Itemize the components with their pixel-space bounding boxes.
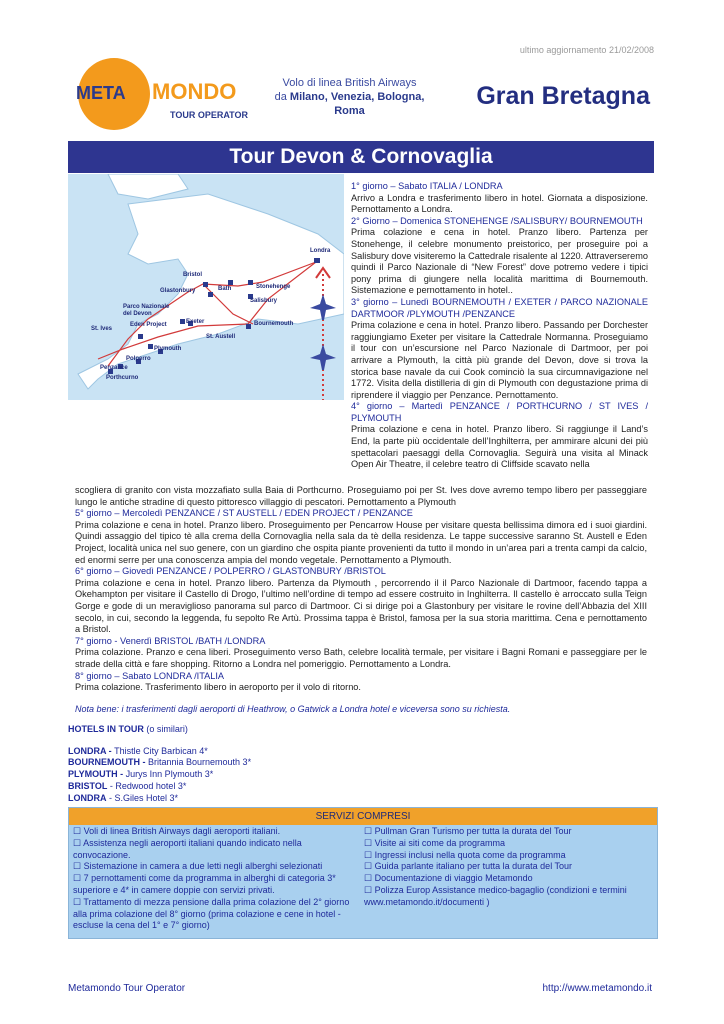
hotel-city: BOURNEMOUTH - [68,757,148,768]
hotel-city: LONDRA [68,792,107,803]
day-text: Prima colazione e cena in hotel. Pranzo libero. Passando per Dorchester raggiungiamo Exeter per visitare la Cattedrale Normanna. Proseguiamo il tour con un’escursione nel Parco Nazionale di Dartmoor, per poi arrivare a Plymouth, la città più grande del Devon, dove si trova la storica base navale da cui Cook cominciò la sua circumnavigazione nel 1772. Visita della distilleria di gin di Plymouth con degustazione prima di riprendere il viaggio per Penzance. Pernottamento. [351,320,648,400]
day-text: Prima colazione e cena in hotel. Pranzo libero. Proseguimento per Pencarrow House per visitare questa bellissima dimora ed i suoi giardini. Quindi assaggio del tipico tè alla crema della Cornovaglia nella sala da tè della residenza. Le tappe successive saranno St. Austell e Eden Project, località unica nel suo genere, con un giardino che ospita piante provenienti da tutto il mondo in un’area pari a trenta campi da calcio, ed enormi serre per una conoscenza ampia del mondo vegetale. Pernottamento a Plymouth. [75,519,647,565]
hotel-city: BRISTOL [68,780,108,791]
hotel-name: Britannia Bournemouth 3* [148,757,252,768]
services-right-column [364,826,654,909]
services-title: SERVIZI COMPRESI [69,808,657,825]
flight-cities-2: Roma [334,105,365,117]
day-text: scogliera di granito con vista mozzafiato sulla Baia di Porthcurno. Proseguiamo poi per St. Ives dove avremo tempo libero per passeggiare lungo le antiche stradine di questo pittoresco villaggio di pescatori. Pernottamento a Plymouth [75,485,647,507]
services-left-column [73,826,353,932]
day-heading: 1° giorno – Sabato ITALIA / LONDRA [351,181,503,191]
logo-meta: META [76,83,126,103]
logo-mondo: MONDO [152,79,237,104]
map-label: Eden Project [130,322,167,328]
map-label: Bournemouth [254,321,294,327]
service-item: ☐ Sistemazione in camera a due letti negli alberghi selezionati [73,861,323,872]
day-heading: 5° giorno – Mercoledì PENZANCE / ST AUSTELL / EDEN PROJECT / PENZANCE [75,508,413,519]
metamondo-logo [70,58,250,130]
map-label: Bristol [183,272,203,278]
day-heading: 2° Giorno – Domenica STONEHENGE /SALISBURY/ BOURNEMOUTH [351,215,643,226]
hotel-name: - Redwood hotel 3* [107,780,187,791]
day-heading: 3° giorno – Lunedì BOURNEMOUTH / EXETER / PARCO NAZIONALE DARTMOOR /PLYMOUTH /PENZANCE [351,296,648,319]
footer-website-link[interactable]: http://www.metamondo.it [542,983,652,994]
hotel-item [68,746,251,758]
day-text: Prima colazione e cena in hotel. Pranzo libero. Si raggiunge il Land’s End, la parte più occidentale dell’Inghilterra, per ammirare alcuni dei più spettacolari paesaggi della Cornovaglia. Seguirà una visita al Minack Open Air Theatre, il celebre teatro di Cliffside scavato nella [351,424,648,470]
flight-line: Volo di linea British Airways [282,77,417,89]
map-label: Bath [218,286,232,292]
map-label: Penzance [100,365,128,371]
day-heading: 4° giorno – Martedì PENZANCE / PORTHCURNO / ST IVES / PLYMOUTH [351,401,648,423]
country-title: Gran Bretagna [476,82,650,110]
flight-cities: Milano, Venezia, Bologna, [289,91,425,103]
day-heading: 8° giorno – Sabato LONDRA /ITALIA [75,670,225,681]
service-item: ☐ Pullman Gran Turismo per tutta la durata del Tour [364,826,572,836]
service-item: ☐ Assistenza negli aeroporti italiani quando indicato nella convocazione. [73,837,302,860]
route-map [68,174,344,400]
services-box [68,807,658,939]
map-label: Exeter [186,319,205,325]
service-item: ☐ Voli di linea British Airways dagli aeroporti italiani. [73,826,281,836]
map-label: Porthcurno [106,375,139,381]
map-label: Stonehenge [256,284,291,290]
hotel-city: PLYMOUTH - [68,769,126,780]
hotel-item [68,793,251,805]
service-item: ☐ Guida parlante italiano per tutta la durata del Tour [364,861,573,872]
service-item: ☐ Visite ai siti come da programma [364,837,505,848]
day-heading: 6° giorno – Giovedì PENZANCE / POLPERRO / GLASTONBURY /BRISTOL [75,566,386,577]
service-item: ☐ 7 pernottamenti come da programma in alberghi di categoria 3* superiore e 4* in camere doppie con servizi privati. [73,873,336,895]
hotels-subtitle: (o similari) [143,724,188,734]
day-text: Prima colazione. Pranzo e cena liberi. Proseguimento verso Bath, celebre località termale, per visitare i Bagni Romani e passeggiare per le strade della città e fare shopping. Ritorno a Londra nel pomeriggio. Pernottamento a Londra. [75,647,647,669]
hotel-name: - S.Giles Hotel 3* [106,792,179,803]
itinerary-right-column [351,181,648,471]
day-text: Arrivo a Londra e trasferimento libero in hotel. Giornata a disposizione. Pernottamento a Londra. [351,192,648,215]
transfer-note: Nota bene: i trasferimenti dagli aeroporti di Heathrow, o Gatwick a Londra hotel e viceversa sono su richiesta. [75,704,511,714]
map-label: St. Ives [91,326,113,332]
logo-subtitle: TOUR OPERATOR [170,110,249,120]
hotel-name: Thistle City Barbican 4* [114,745,208,756]
itinerary-full-width [75,485,647,694]
day-text: Prima colazione e cena in hotel. Pranzo libero. Partenza per Stonehenge, il celebre monumento preistorico, per proseguire poi a Salisbury dove visiteremo la Cattedrale risalente al 1220. Attraverseremo quindi il Parco Nazionale di “New Forest” dove potremo vedere i tipici pony prima di giungere nella località marittima di Bournemouth. Sistemazione e pernottamento in hotel.. [351,227,648,296]
map-label: Polperro [126,356,151,362]
hotel-item [68,781,251,793]
map-label: Plymouth [154,346,182,352]
hotel-city: LONDRA - [68,745,115,756]
day-text: Prima colazione e cena in hotel. Pranzo libero. Partenza da Plymouth , percorrendo il il Parco Nazionale di Dartmoor, facendo tappa a Okehampton per visitare il Castello di Drogo, l’ultimo nell’ordine di tempo ad essere costruito in Inghilterra. Il castello è arroccato sulla Teign Gorge e gode di un meraviglioso panorama sul parco di Dartmoor. Ci si dirige poi a Glastonbury per visitare le rovine dell’Abbazia del XIII secolo, in cui, secondo la leggenda, fu sepolto Re Artù. Prossima tappa è Bristol, famosa per la sua storia marittima. Cena e pernottamento a Bristol. [75,577,647,635]
hotels-title: HOTELS IN TOUR [68,724,144,734]
hotel-item [68,757,251,769]
map-label: Glastonbury [160,288,196,294]
flight-info [252,76,447,118]
service-item: ☐ Ingressi inclusi nella quota come da programma [364,849,566,860]
service-item: ☐ Polizza Europ Assistance medico-bagaglio (condizioni e termini www.metamondo.it/documenti ) [364,884,627,907]
footer-company: Metamondo Tour Operator [68,983,186,994]
map-label: Parco Nazionale del Devon [123,304,170,317]
hotel-item [68,769,251,781]
map-label: St. Austell [206,334,236,340]
map-label: Salisbury [250,298,278,304]
service-item: ☐ Trattamento di mezza pensione dalla prima colazione del 2° giorno alla prima colazione del 8° giorno (prima colazione e cene in hotel -escluse la cena del 1° e 7° giorno) [73,896,350,931]
day-heading: 7° giorno - Venerdì BRISTOL /BATH /LONDRA [75,635,266,646]
last-updated: ultimo aggiornamento 21/02/2008 [519,45,654,55]
tour-title: Tour Devon & Cornovaglia [68,141,654,173]
service-item: ☐ Documentazione di viaggio Metamondo [364,873,533,884]
flight-from: da [274,91,290,103]
map-label: Londra [310,248,331,254]
day-text: Prima colazione. Trasferimento libero in aeroporto per il volo di ritorno. [75,682,361,693]
hotels-list [68,724,251,804]
hotel-name: Jurys Inn Plymouth 3* [125,769,214,780]
